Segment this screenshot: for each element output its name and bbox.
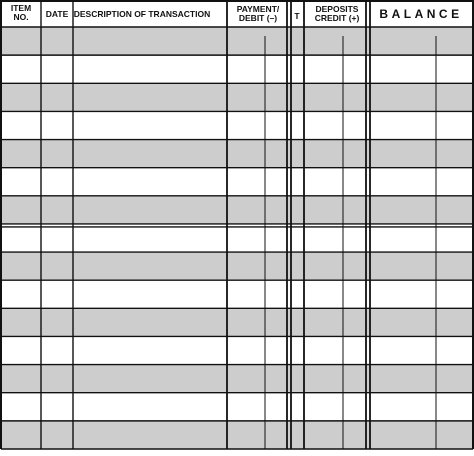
register-row bbox=[1, 336, 473, 364]
register-row bbox=[1, 393, 473, 421]
column-headers bbox=[11, 3, 463, 23]
header-deposits-line1: DEPOSITS bbox=[315, 4, 359, 14]
header-payment-line2: DEBIT (–) bbox=[238, 13, 278, 23]
register-row bbox=[1, 55, 473, 83]
register-row bbox=[1, 168, 473, 196]
register-row bbox=[1, 27, 473, 55]
register-row bbox=[1, 365, 473, 393]
header-balance: BALANCE bbox=[379, 7, 463, 21]
register-row bbox=[1, 421, 473, 449]
header-item-no-line2: NO. bbox=[13, 12, 29, 22]
register-row bbox=[1, 280, 473, 308]
register-row bbox=[1, 252, 473, 280]
header-date: DATE bbox=[45, 9, 69, 19]
register-row bbox=[1, 196, 473, 224]
header-description: DESCRIPTION OF TRANSACTION bbox=[73, 9, 211, 19]
header-t: T bbox=[294, 11, 300, 21]
register-row bbox=[1, 308, 473, 336]
register-row bbox=[1, 111, 473, 139]
header-item-no-line1: ITEM bbox=[10, 3, 32, 13]
register-row bbox=[1, 83, 473, 111]
register-row bbox=[1, 140, 473, 168]
row-shading-layer bbox=[1, 27, 473, 449]
header-deposits-line2: CREDIT (+) bbox=[314, 13, 360, 23]
header-payment-line1: PAYMENT/ bbox=[236, 4, 280, 14]
register-row bbox=[1, 224, 473, 252]
